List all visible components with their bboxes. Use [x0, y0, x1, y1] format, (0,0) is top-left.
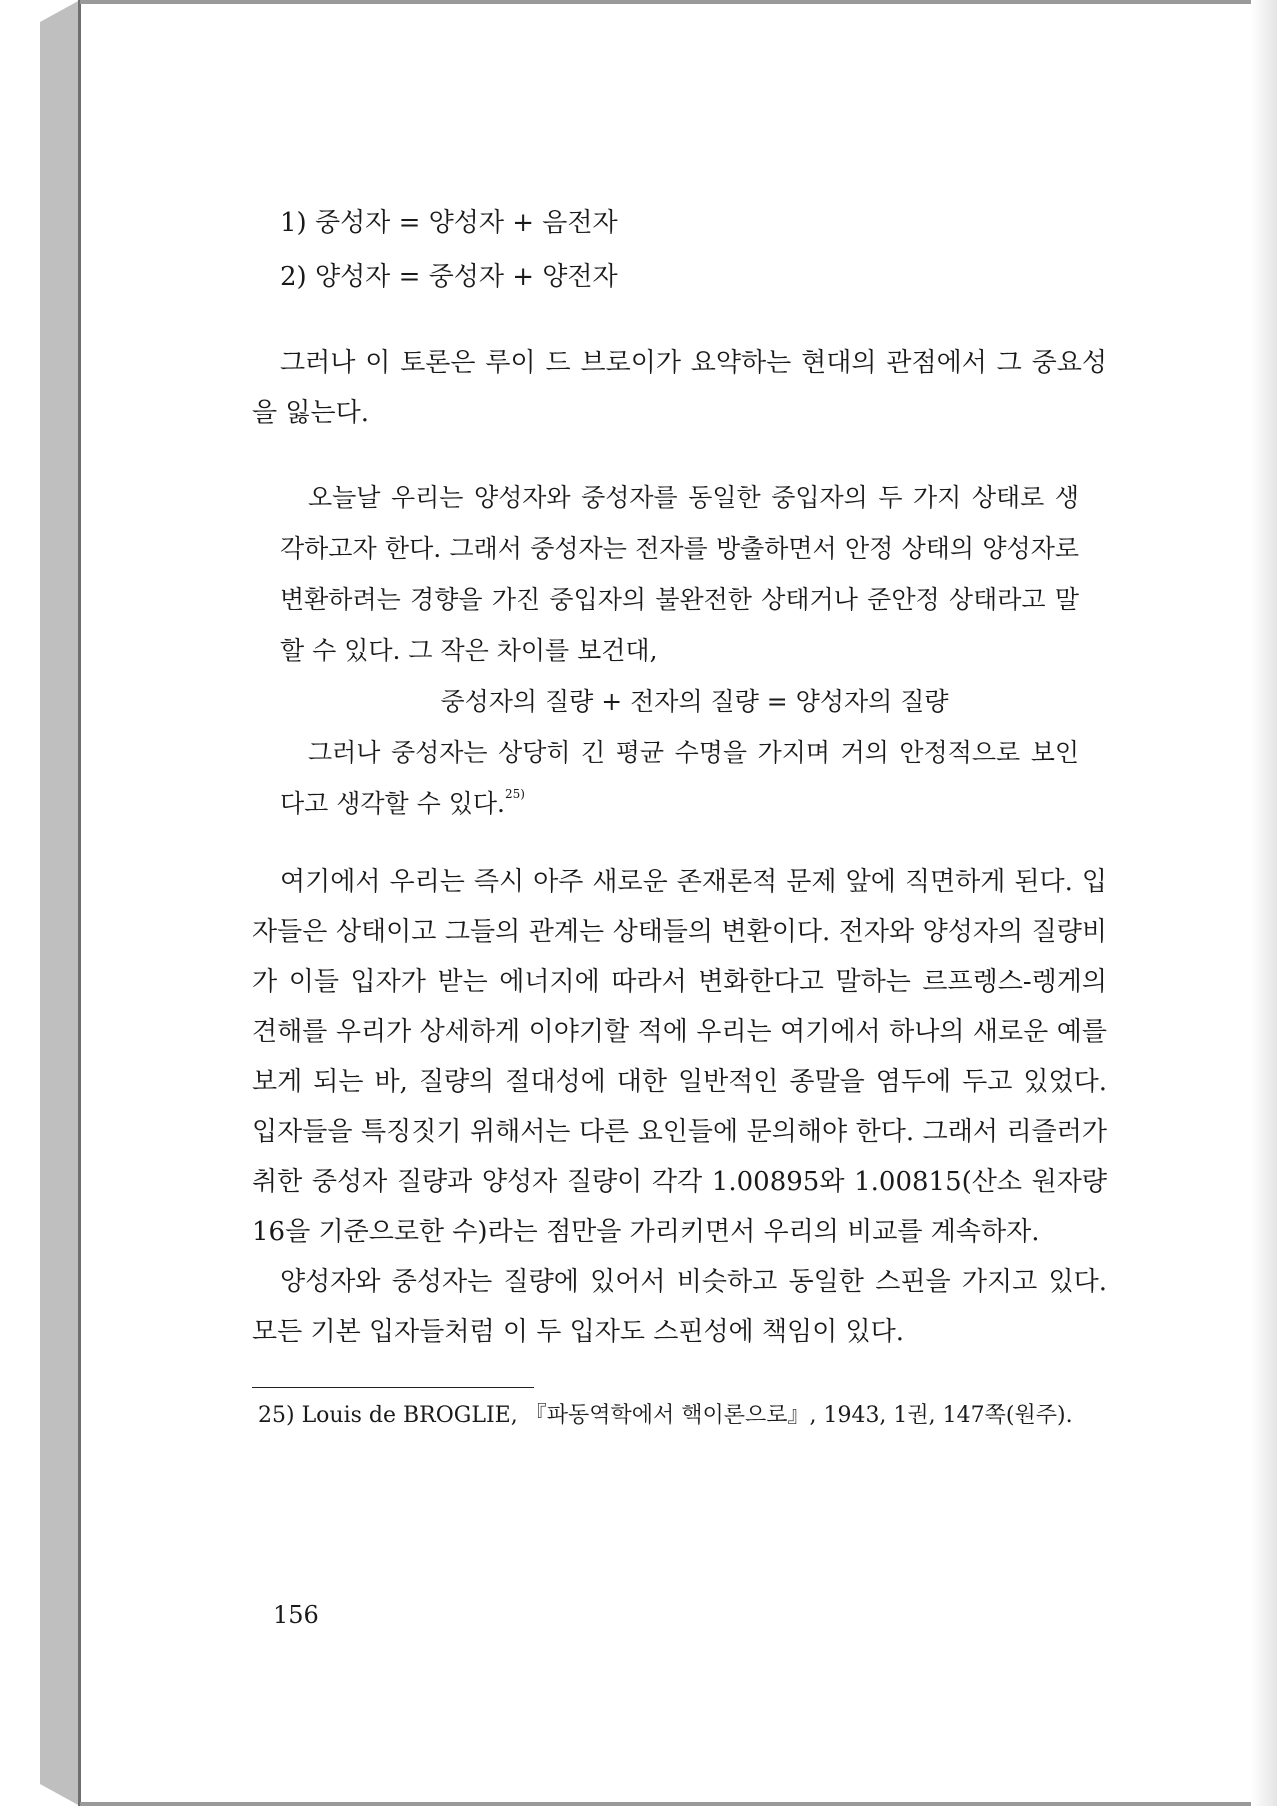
page-number: 156	[273, 1601, 319, 1629]
mass-formula: 중성자의 질량 + 전자의 질량 = 양성자의 질량	[440, 687, 949, 716]
quote-paragraph-2-text: 그러나 중성자는 상당히 긴 평균 수명을 가지며 거의 안정적으로 보인다고 생각할 수 있다.	[280, 738, 1079, 818]
block-quote	[280, 472, 1079, 829]
page-content	[252, 196, 1107, 1434]
page-right-shadow	[1251, 0, 1277, 1806]
book-spine	[40, 0, 80, 1806]
intro-paragraph: 그러나 이 토론은 루이 드 브로이가 요약하는 현대의 관점에서 그 중요성을 잃는다.	[252, 348, 1107, 428]
page-bottom-edge	[80, 1802, 1251, 1806]
quote-paragraph-2	[280, 727, 1079, 829]
equation-1: 1) 중성자 = 양성자 + 음전자	[280, 208, 618, 238]
page-top-edge	[80, 0, 1251, 4]
equation-2: 2) 양성자 = 중성자 + 양전자	[280, 262, 618, 292]
footnote-divider	[252, 1387, 534, 1388]
quote-paragraph-1: 오늘날 우리는 양성자와 중성자를 동일한 중입자의 두 가지 상태로 생각하고자 한다. 그래서 중성자는 전자를 방출하면서 안정 상태의 양성자로 변환하려는 경향을 가진 중입자의 불완전한 상태거나 준안정 상태라고 말할 수 있다. 그 작은 차이를 보건대,	[280, 483, 1079, 665]
body-paragraph-2: 양성자와 중성자는 질량에 있어서 비슷하고 동일한 스핀을 가지고 있다. 모든 기본 입자들처럼 이 두 입자도 스핀성에 책임이 있다.	[252, 1267, 1107, 1347]
footnote-reference: 25)	[505, 787, 525, 801]
body-paragraph-1: 여기에서 우리는 즉시 아주 새로운 존재론적 문제 앞에 직면하게 된다. 입자들은 상태이고 그들의 관계는 상태들의 변환이다. 전자와 양성자의 질량비가 이들 입자가 받는 에너지에 따라서 변화한다고 말하는 르프렝스-렝게의 견해를 우리가 상세하게 이야기할 적에 우리는 여기에서 하나의 새로운 예를 보게 되는 바, 질량의 절대성에 대한 일반적인 종말을 염두에 두고 있었다. 입자들을 특징짓기 위해서는 다른 요인들에 문의해야 한다. 그래서 리즐러가 취한 중성자 질량과 양성자 질량이 각각 1.00895와 1.00815(산소 원자량 16을 기준으로한 수)라는 점만을 가리키면서 우리의 비교를 계속하자.	[252, 867, 1107, 1247]
footnote-25: 25) Louis de BROGLIE, 『파동역학에서 핵이론으로』, 1943, 1권, 147쪽(원주).	[258, 1403, 1073, 1428]
spine-edge-line	[78, 0, 81, 1806]
